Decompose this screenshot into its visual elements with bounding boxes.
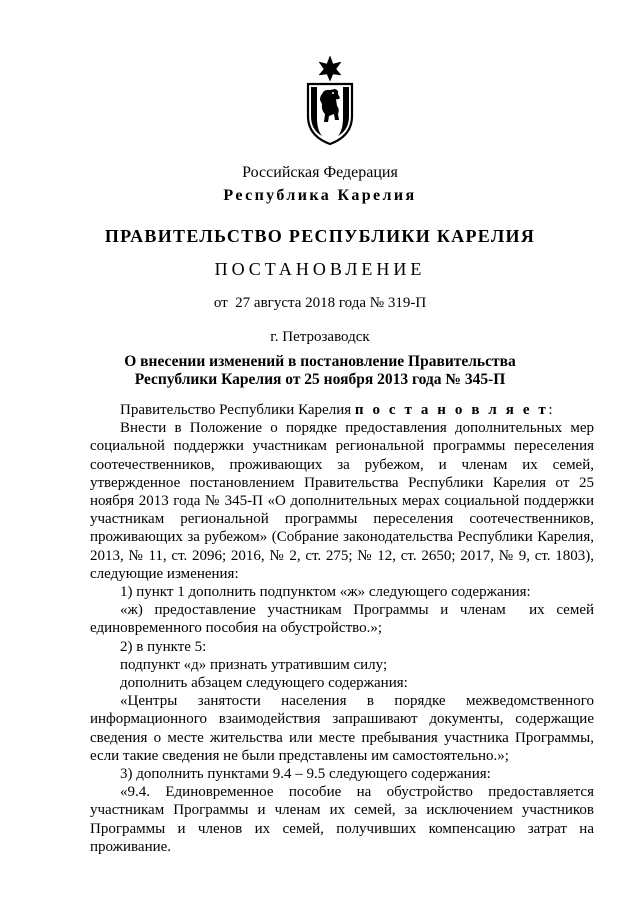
intro-suffix: : [548,402,553,418]
republic-title: Республика Карелия [223,187,417,204]
karelia-coat-of-arms-icon [302,54,358,146]
federation-title: Российская Федерация [242,164,398,181]
document-type: ПОСТАНОВЛЕНИЕ [214,259,426,279]
document-date: от 27 августа 2018 года № 319-П [213,295,427,311]
intro-verb: п о с т а н о в л я е т [354,402,549,418]
paragraph-3: «ж) предоставление участникам Программы и членам их семей единовременного пособия на обустройство.»; [90,602,598,637]
paragraph-8: 3) дополнить пунктами 9.4 – 9.5 следующего содержания: [120,766,491,783]
document-subject [0,353,640,389]
document-city: г. Петрозаводск [270,329,370,345]
paragraph-5: подпункт «д» признать утратившим силу; [120,656,388,673]
paragraph-1: Внести в Положение о порядке предоставления дополнительных мер социальной поддержки участникам региональной программы переселения соотечественников, проживающих за рубежом, и членам их семей, утвержденное постановлением Правительства Республики Карелия от 25 ноября 2013 года № 345-П «О дополнительных мерах социальной поддержки участникам региональной программы переселения соотечественников, проживающих за рубежом» (Собрание законодательства Республики Карелия, 2013, № 11, ст. 2096; 2016, № 2, ст. 275; № 12, ст. 2650; 2017, № 9, ст. 1803), следующие изменения: [90,420,594,582]
paragraph-4: 2) в пункте 5: [120,638,207,655]
paragraph-7: «Центры занятости населения в порядке межведомственного информационного взаимодействия запрашивают документы, содержащие сведения о месте жительства или месте пребывания участника Программы, если такие сведения не были представлены им самостоятельно.»; [90,693,594,764]
subject-line-1: О внесении изменений в постановление Правительства [124,353,516,370]
paragraph-2: 1) пункт 1 дополнить подпунктом «ж» следующего содержания: [120,584,531,601]
intro-prefix: Правительство Республики Карелия [120,402,355,418]
document-body [90,401,598,856]
paragraph-9: «9.4. Единовременное пособие на обустройство предоставляется участникам Программы и членам их семей, за исключением участников Программы и членов их семей, получивших компенсацию затрат на проживание. [90,784,594,855]
subject-line-2: Республики Карелия от 25 ноября 2013 года № 345-П [134,371,506,388]
paragraph-6: дополнить абзацем следующего содержания: [120,675,408,692]
government-title: ПРАВИТЕЛЬСТВО РЕСПУБЛИКИ КАРЕЛИЯ [104,226,536,246]
intro-paragraph [90,401,594,419]
